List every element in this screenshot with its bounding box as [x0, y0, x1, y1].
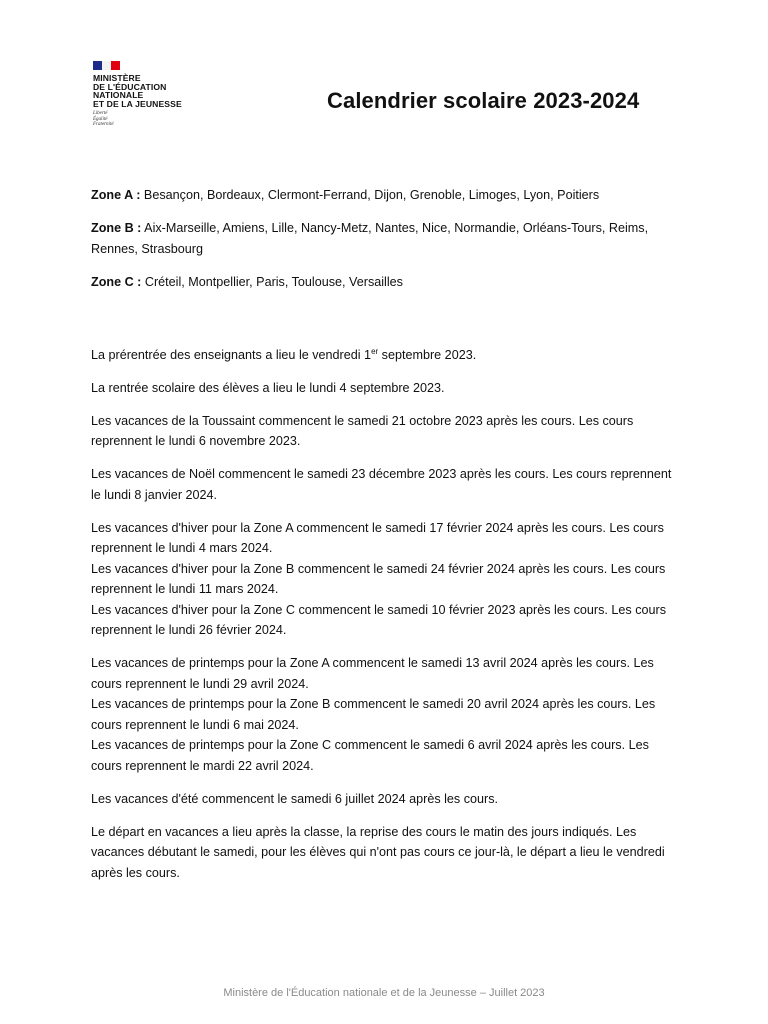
hiver-paragraph: Les vacances d'hiver pour la Zone A commencent le samedi 17 février 2024 après les cours. Les cours reprennent le lundi 4 mars 2024. Les vacances d'hiver pour la Zone B commencent le samedi 24 février 2024 après les cours. Les cours reprennent le lundi 11 mars 2024. Les vacances d'hiver pour la Zone C commencent le samedi 10 février 2023 après les cours. Les cours reprennent le lundi 26 février 2024. — [91, 520, 667, 637]
prerentree-superscript: er — [371, 346, 379, 356]
zone-b — [91, 218, 675, 259]
zone-a-label: Zone A : — [91, 188, 141, 202]
page-footer: Ministère de l'Éducation nationale et de la Jeunesse – Juillet 2023 — [223, 987, 545, 999]
motto-fraternite: Fraternité — [93, 122, 114, 128]
republic-motto — [93, 111, 203, 128]
prerentree-text-end: septembre 2023. — [378, 347, 477, 362]
noel-paragraph: Les vacances de Noël commencent le samedi 23 décembre 2023 après les cours. Les cours reprennent le lundi 8 janvier 2024. — [91, 467, 672, 502]
ministry-logo — [93, 61, 203, 128]
toussaint-paragraph: Les vacances de la Toussaint commencent le samedi 21 octobre 2023 après les cours. Les cours reprennent le lundi 6 novembre 2023. — [91, 413, 634, 448]
depart-paragraph: Le départ en vacances a lieu après la classe, la reprise des cours le matin des jours indiqués. Les vacances débutant le samedi, pour les élèves qui n'ont pas cours ce jour-là, le départ a lieu le vendredi après les cours. — [91, 824, 665, 880]
zone-c-label: Zone C : — [91, 274, 142, 289]
logo-line-1: MINISTÈRE — [93, 73, 141, 83]
logo-line-2: DE L'ÉDUCATION — [93, 81, 167, 92]
zone-a-academies: Besançon, Bordeaux, Clermont-Ferrand, Dijon, Grenoble, Limoges, Lyon, Poitiers — [140, 188, 600, 202]
ete-paragraph: Les vacances d'été commencent le samedi 6 juillet 2024 après les cours. — [91, 791, 499, 806]
prerentree-text-start: La prérentrée des enseignants a lieu le vendredi 1 — [91, 347, 372, 362]
zone-a — [91, 185, 675, 206]
motto-egalite: Égalité — [93, 116, 108, 122]
zone-c — [91, 272, 675, 293]
document-body — [91, 185, 675, 896]
rentree-paragraph: La rentrée scolaire des élèves a lieu le lundi 4 septembre 2023. — [91, 380, 445, 395]
motto-liberte: Liberté — [93, 111, 108, 117]
logo-line-4: ET DE LA JEUNESSE — [93, 98, 182, 109]
french-flag-icon — [93, 61, 120, 70]
document-title: Calendrier scolaire 2023-2024 — [327, 88, 640, 113]
zone-c-academies: Créteil, Montpellier, Paris, Toulouse, Versailles — [141, 274, 403, 289]
printemps-paragraph: Les vacances de printemps pour la Zone A commencent le samedi 13 avril 2024 après les cours. Les cours reprennent le lundi 29 avril 2024. Les vacances de printemps pour la Zone B commencent le samedi 20 avril 2024 après les cours. Les cours reprennent le lundi 6 mai 2024. Les vacances de printemps pour la Zone C commencent le samedi 6 avril 2024 après les cours. Les cours reprennent le mardi 22 avril 2024. — [91, 656, 656, 773]
logo-line-3: NATIONALE — [93, 90, 144, 101]
section-spacer — [91, 305, 675, 345]
zone-b-label: Zone B : — [91, 221, 142, 235]
zone-b-academies: Aix-Marseille, Amiens, Lille, Nancy-Metz, Nantes, Nice, Normandie, Orléans-Tours, Reims, Rennes, Strasbourg — [91, 221, 649, 256]
prerentree-paragraph — [91, 345, 675, 366]
